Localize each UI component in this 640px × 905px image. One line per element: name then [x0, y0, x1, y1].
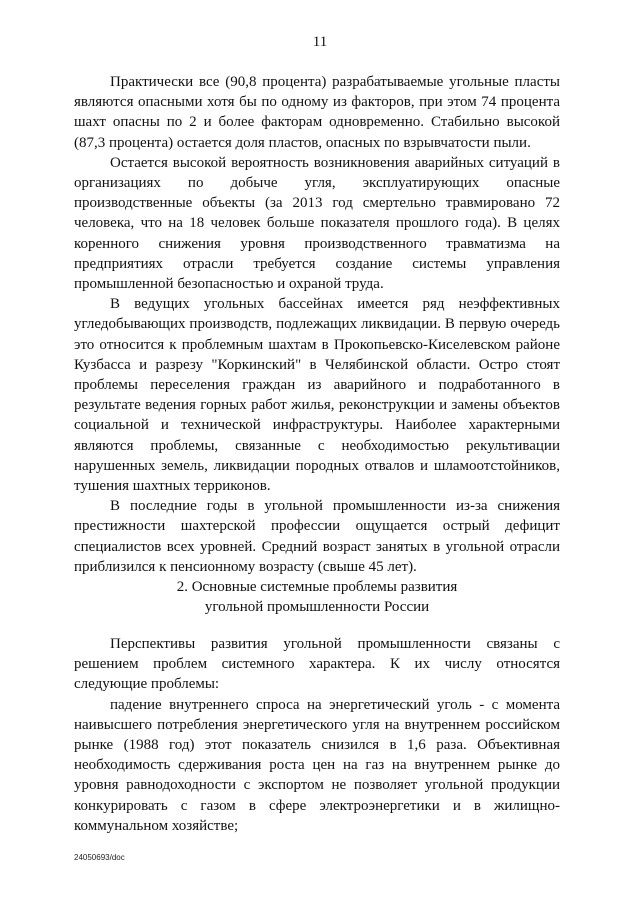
- page-number: 11: [312, 34, 328, 50]
- section-heading-line: угольной промышленности России: [204, 599, 430, 615]
- section-heading-line: 2. Основные системные проблемы развития: [176, 579, 458, 595]
- document-footer-id: 24050693/doc: [74, 853, 125, 862]
- section-heading: [74, 577, 560, 617]
- document-body: [74, 72, 560, 577]
- paragraph: В последние годы в угольной промышленности из-за снижения престижности шахтерской профессии ощущается острый дефицит специалистов всех уровней. Средний возраст занятых в угольной отрасли приблизился к пенсионному возрасту (свыше 45 лет).: [74, 498, 560, 575]
- paragraph: Остается высокой вероятность возникновения аварийных ситуаций в организациях по добыче угля, эксплуатирующих опасные производственные объекты (за 2013 год смертельно травмировано 72 человека, что на 18 человек больше показателя прошлого года). В целях коренного снижения уровня производственного травматизма на предприятиях отрасли требуется создание системы управления промышленной безопасностью и охраной труда.: [74, 154, 560, 293]
- paragraph: падение внутреннего спроса на энергетический уголь - с момента наивысшего потребления энергетического угля на внутреннем российском рынке (1988 год) этот показатель снизился в 1,6 раза. Объективная необходимость сдерживания роста цен на газ на внутреннем рынке до уровня равнодоходности с экспортом не позволяет угольной продукции конкурировать с газом в сфере электроэнергетики и в жилищно-коммунальном хозяйстве;: [74, 696, 560, 834]
- paragraph: Практически все (90,8 процента) разрабатываемые угольные пласты являются опасными хотя бы по одному из факторов, при этом 74 процента шахт опасны по 2 и более факторам одновременно. Стабильно высокой (87,3 процента) остается доля пластов, опасных по взрывчатости пыли.: [74, 74, 560, 151]
- paragraph: В ведущих угольных бассейнах имеется ряд неэффективных угледобывающих производств, подлежащих ликвидации. В первую очередь это относится к проблемным шахтам в Прокопьевско-Киселевском районе Кузбасса и разрезу "Коркинский" в Челябинской области. Остро стоят проблемы переселения граждан из аварийного и подработанного в результате ведения горных работ жилья, реконструкции и замены объектов социальной и технической инфраструктуры. Наиболее характерными являются проблемы, связанные с необходимостью рекультивации нарушенных земель, ликвидации породных отвалов и шламоотстойников, тушения шахтных терриконов.: [74, 296, 560, 495]
- paragraph: Перспективы развития угольной промышленности связаны с решением проблем системного характера. К их числу относятся следующие проблемы:: [74, 636, 560, 693]
- document-body-continued: [74, 634, 560, 836]
